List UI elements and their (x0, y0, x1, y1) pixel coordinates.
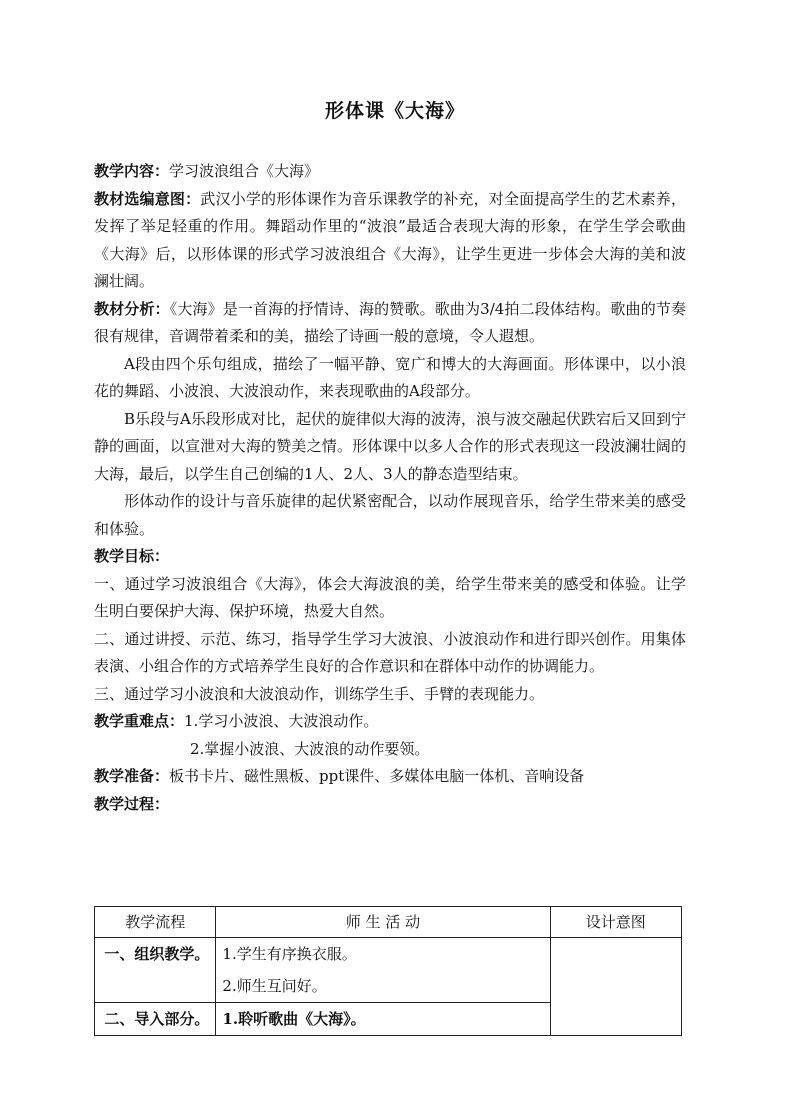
activity-item: 1.学生有序换衣服。 (222, 945, 357, 963)
stage-organize-activities (216, 938, 550, 1003)
objective-item: 一、通过学习波浪组合《大海》，体会大海波浪的美，给学生带来美的感受和体验。让学生明白要保护大海、保护环境，热爱大自然。 (94, 574, 686, 620)
preparation-text: 板书卡片、磁性黑板、ppt课件、多媒体电脑一体机、音响设备 (169, 767, 585, 785)
preparation-label: 教学准备： (94, 767, 170, 785)
analysis-intro (94, 296, 686, 351)
key-point-item: 2.掌握小波浪、大波浪的动作要领。 (190, 739, 430, 758)
document-title: 形体课《大海》 (324, 100, 465, 122)
objectives-label: 教学目标： (94, 547, 170, 565)
selection-intent-text: 武汉小学的形体课作为音乐课教学的补充，对全面提高学生的艺术素养，发挥了举足轻重的作用。舞蹈动作里的“波浪”最适合表现大海的形象，在学生学会歌曲《大海》后，以形体课的形式学习波浪组合《大海》，让学生更进一步体会大海的美和波澜壮阔。 (94, 189, 686, 290)
analysis-paragraph-design: 形体动作的设计与音乐旋律的起伏紧密配合，以动作展现音乐，给学生带来美的感受和体验。 (94, 492, 686, 538)
objective-item: 三、通过学习小波浪和大波浪动作，训练学生手、手臂的表现能力。 (94, 684, 545, 703)
analysis-paragraph-b: B乐段与A乐段形成对比，起伏的旋律似大海的波涛，浪与波交融起伏跌宕后又回到宁静的画面，以宣泄对大海的赞美之情。形体课中以多人合作的形式表现这一段波澜壮阔的大海，最后，以学生自己创编的1人、2人、3人的静态造型结束。 (94, 409, 686, 483)
key-points (94, 708, 686, 736)
stage-organize (95, 938, 216, 1003)
process-table (94, 906, 682, 1036)
table-header-flow: 教学流程 (95, 907, 216, 938)
stage-intro-activities (216, 1003, 550, 1036)
activity-item: 2.师生互问好。 (222, 977, 327, 995)
stage-intro: 二、导入部分。 (95, 1003, 216, 1036)
selection-intent (94, 186, 686, 296)
table-row (95, 938, 682, 1003)
stage-spacer (101, 970, 209, 1002)
key-point-item: 1.学习小波浪、大波浪动作。 (184, 712, 379, 730)
activity-item: 1.聆听歌曲《大海》。 (222, 1010, 366, 1028)
preparation (94, 763, 686, 791)
design-intent-cell (550, 938, 681, 1036)
teaching-content-text: 学习波浪组合《大海》 (169, 162, 320, 180)
stage-name: 一、组织教学。 (104, 945, 210, 963)
objective-item: 二、通过讲授、示范、练习，指导学生学习大波浪、小波浪动作和进行即兴创作。用集体表演、小组合作的方式培养学生良好的合作意识和在群体中动作的协调能力。 (94, 629, 686, 675)
table-header-intent: 设计意图 (550, 907, 681, 938)
analysis-paragraph-a: A段由四个乐句组成，描绘了一幅平静、宽广和博大的大海画面。形体课中，以小浪花的舞蹈、小波浪、大波浪动作，来表现歌曲的A段部分。 (94, 354, 686, 400)
document-body (94, 158, 686, 818)
table-header-row (95, 907, 682, 938)
teaching-content (94, 158, 686, 186)
process-label: 教学过程： (94, 794, 170, 813)
selection-intent-label: 教材选编意图： (94, 189, 201, 208)
analysis-text: 《大海》是一首海的抒情诗、海的赞歌。歌曲为3/4拍二段体结构。歌曲的节奏很有规律，音调带着柔和的美，描绘了诗画一般的意境，令人遐想。 (94, 299, 686, 345)
key-points-label: 教学重难点： (94, 712, 185, 730)
teaching-content-label: 教学内容： (94, 162, 170, 180)
table-header-activity: 师 生 活 动 (216, 907, 550, 938)
analysis-label: 教材分析： (94, 299, 170, 318)
